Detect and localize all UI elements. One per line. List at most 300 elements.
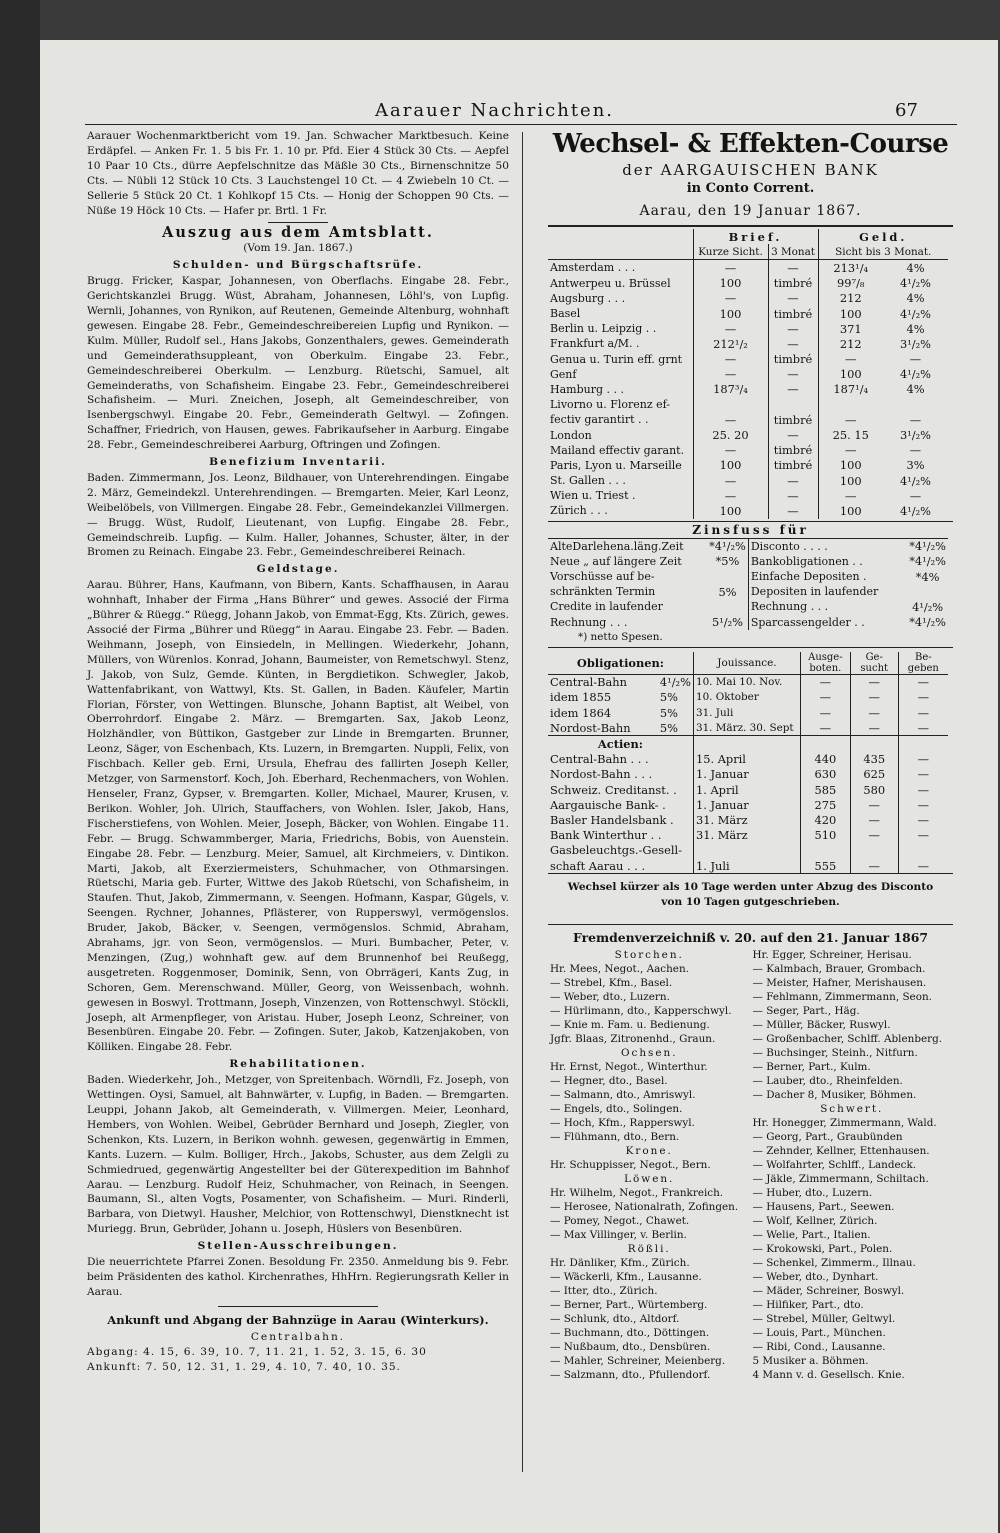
guest-entry: — Großenbacher, Schlff. Ablenberg.: [752, 1033, 943, 1046]
brief-kurze-sicht: —: [693, 352, 768, 367]
exchange-place: Hamburg . . .: [550, 382, 624, 396]
guest-entry: — Huber, dto., Luzern.: [752, 1187, 873, 1200]
exchange-place: Amsterdam . . .: [550, 261, 636, 275]
geld-percent: 3¹/₂%: [899, 428, 932, 443]
actien-row: [548, 782, 948, 797]
guest-entry: Hr. Schuppisser, Negot., Bern.: [550, 1159, 711, 1172]
exchange-row: [548, 443, 948, 458]
geld-percent: 4¹/₂%: [899, 367, 932, 382]
course-date: Aarau, den 19 Januar 1867.: [639, 203, 862, 219]
right-column: [548, 128, 953, 1382]
brief-kurze-sicht: —: [693, 473, 768, 488]
exchange-place: Paris, Lyon u. Marseille: [550, 458, 682, 472]
fremden-list: [548, 948, 953, 1382]
guest-entry: — Knie m. Fam. u. Bedienung.: [550, 1019, 710, 1032]
fremden-row: [751, 1298, 954, 1312]
geld-value: 100: [818, 473, 883, 488]
brief-3-monat: —: [768, 367, 818, 382]
geld-value: 213¹/₄: [818, 260, 883, 276]
stellen-heading: Stellen-Ausschreibungen.: [197, 1240, 399, 1253]
col-kurze-sicht: Kurze Sicht.: [693, 244, 768, 260]
geld-value: —: [818, 443, 883, 458]
actien-name: Basler Handelsbank .: [550, 812, 674, 827]
actien-jouissance: 31. März: [693, 828, 800, 843]
fremden-heading-row: [548, 1046, 751, 1060]
fremden-row: [751, 1214, 954, 1228]
actien-ausgeboten: 555: [800, 858, 850, 873]
brief-3-monat: —: [768, 488, 818, 503]
brief-3-monat: [768, 397, 818, 412]
actien-heading: Actien:: [597, 737, 644, 752]
actien-begeben: —: [898, 812, 948, 827]
exchange-place: London: [550, 428, 592, 442]
guest-entry: — Müller, Bäcker, Ruswyl.: [752, 1019, 891, 1032]
obligation-row: [548, 705, 948, 720]
rehab-heading: Rehabilitationen.: [229, 1058, 367, 1071]
guest-entry: — Wäckerli, Kfm., Lausanne.: [550, 1271, 702, 1284]
zins-label: Neue „ auf längere Zeit: [550, 554, 682, 568]
exchange-row: [548, 382, 948, 397]
fremden-row: [548, 1312, 751, 1326]
fremden-heading-row: [548, 1172, 751, 1186]
fremden-row: [548, 1060, 751, 1074]
zins-rate: 4¹/₂%: [912, 599, 944, 614]
exchange-row: [548, 367, 948, 382]
ankunft-times: 7. 50, 12. 31, 1. 29, 4. 10, 7. 40, 10. 35.: [145, 1360, 401, 1373]
obligation-row: [548, 720, 948, 736]
fremden-row: [548, 1186, 751, 1200]
geld-value: 100: [818, 503, 883, 518]
bahn-title: Ankunft und Abgang der Bahnzüge in Aarau (Winterkurs).: [107, 1312, 489, 1327]
header-rule: [85, 124, 957, 125]
actien-ausgeboten: 275: [800, 797, 850, 812]
obligation-jouissance: 10. Mai 10. Nov.: [693, 674, 800, 690]
actien-jouissance: [693, 843, 800, 858]
zins-row: [548, 554, 948, 569]
geld-value: —: [818, 488, 883, 503]
exchange-row: [548, 488, 948, 503]
fremden-row: [751, 1186, 954, 1200]
guest-entry: — Hürlimann, dto., Kapperschwyl.: [550, 1005, 732, 1018]
guest-entry: — Lauber, dto., Rheinfelden.: [752, 1075, 903, 1088]
fremden-row: [548, 1326, 751, 1340]
guest-entry: — Pomey, Negot., Chawet.: [550, 1215, 690, 1228]
brief-kurze-sicht: [693, 397, 768, 412]
obligation-ausgeboten: —: [800, 720, 850, 736]
exchange-row: [548, 276, 948, 291]
guest-entry: — Zehnder, Kellner, Ettenhausen.: [752, 1145, 930, 1158]
actien-name: Bank Winterthur . .: [550, 828, 662, 843]
fremden-row: [548, 1032, 751, 1046]
rule: [548, 647, 953, 648]
guest-entry: — Louis, Part., München.: [752, 1327, 886, 1340]
geld-percent: 4%: [906, 382, 925, 397]
guest-entry: — Kalmbach, Brauer, Grombach.: [752, 963, 926, 976]
fremden-row: [751, 1354, 954, 1368]
actien-row: [548, 828, 948, 843]
abgang-row: [87, 1345, 509, 1360]
geld-value: 99⁷/₈: [818, 276, 883, 291]
actien-ausgeboten: 510: [800, 828, 850, 843]
exchange-row: [548, 260, 948, 276]
obligation-jouissance: 10. Oktober: [693, 690, 800, 705]
guest-entry: — Buchmann, dto., Döttingen.: [550, 1327, 710, 1340]
guest-entry: — Weber, dto., Luzern.: [550, 991, 670, 1004]
market-report: Aarauer Wochenmarktbericht vom 19. Jan. Schwacher Marktbesuch. Keine Erdäpfel. — Anken Fr. 1. 5 bis Fr. 1. 10 pr. Pfd. Eier 4 Stück 30 Cts. — Aepfel 10 Paar 10 Cts., dürre Aepfelschnitze das Mäßle 30 Cts., Birnenschnitze 50 Cts. — Nübli 12 Stück 10 Cts. 3 Lauchstengel 10 Ct. — 4 Zwiebeln 10 Ct. — Sellerie 5 Stück 20 Ct. 1 Kohlkopf 15 Cts. — Honig der Schoppen 90 Cts. — Nüße 19 Höck 10 Cts. — Hafer pr. Brtl. 1 Fr.: [87, 130, 509, 217]
geld-percent: 4¹/₂%: [899, 473, 932, 488]
obligation-jouissance: 31. Juli: [693, 705, 800, 720]
geld-value: —: [818, 352, 883, 367]
fremden-row: [751, 1200, 954, 1214]
obligation-begeben: —: [898, 705, 948, 720]
zins-note: *) netto Spesen.: [578, 630, 663, 643]
geldstage-heading: Geldstage.: [256, 563, 340, 576]
brief-3-monat: —: [768, 427, 818, 442]
guest-entry: Hr. Egger, Schreiner, Herisau.: [752, 949, 912, 962]
course-title: Wechsel- & Effekten-Course: [552, 129, 949, 159]
exchange-table: [548, 229, 948, 519]
geld-value: 25. 15: [818, 427, 883, 442]
book-spine: [0, 0, 40, 1533]
fremden-row: [751, 1032, 954, 1046]
fremden-row: [548, 1102, 751, 1116]
actien-gesucht: 580: [850, 782, 898, 797]
geld-header: Geld.: [818, 229, 948, 244]
exchange-row: [548, 458, 948, 473]
geld-value: 100: [818, 306, 883, 321]
guest-entry: 5 Musiker a. Böhmen.: [752, 1355, 869, 1368]
zins-title: Zinsfuss für: [692, 522, 809, 537]
guest-entry: — Strebel, Müller, Geltwyl.: [752, 1313, 896, 1326]
exchange-place: St. Gallen . . .: [550, 474, 626, 488]
zins-rate: 5¹/₂%: [711, 615, 743, 630]
obligation-gesucht: —: [850, 690, 898, 705]
fremden-row: [548, 1018, 751, 1032]
exchange-place: Livorno u. Florenz ef-: [550, 398, 671, 412]
col-sicht-bis: Sicht bis 3 Monat.: [818, 244, 948, 260]
actien-name: Gasbeleuchtgs.-Gesell-: [550, 843, 682, 858]
col-begeben: Be-geben: [898, 652, 948, 675]
zins-row: [548, 584, 948, 599]
obligation-begeben: —: [898, 674, 948, 690]
rule: [548, 225, 953, 227]
guest-entry: Hr. Honegger, Zimmermann, Wald.: [752, 1117, 937, 1130]
zins-row: [548, 615, 948, 630]
fremden-row: [751, 1368, 954, 1382]
guest-entry: — Flühmann, dto., Bern.: [550, 1131, 680, 1144]
fremden-row: [548, 976, 751, 990]
guest-entry: — Georg, Part., Graubünden: [752, 1131, 903, 1144]
brief-kurze-sicht: —: [693, 260, 768, 276]
zins-table: [548, 538, 948, 630]
zins-label: Einfache Depositen .: [748, 569, 907, 584]
zins-rate: [907, 584, 948, 599]
exchange-row: [548, 306, 948, 321]
obligation-gesucht: —: [850, 705, 898, 720]
zins-rate: *4¹/₂%: [909, 539, 946, 554]
fremden-row: [548, 1158, 751, 1172]
guest-entry: — Engels, dto., Solingen.: [550, 1103, 683, 1116]
brief-kurze-sicht: —: [693, 443, 768, 458]
actien-begeben: —: [898, 752, 948, 767]
actien-begeben: —: [898, 828, 948, 843]
zins-label: Credite in laufender: [550, 600, 663, 614]
fremden-row: [751, 1046, 954, 1060]
rule: [548, 873, 953, 874]
exchange-place: Mailand effectiv garant.: [550, 443, 685, 457]
obligation-jouissance: 31. März. 30. Sept: [693, 720, 800, 736]
obligation-name: idem 1864: [550, 705, 612, 720]
brief-3-monat: timbré: [768, 443, 818, 458]
actien-jouissance: 1. April: [693, 782, 800, 797]
actien-gesucht: —: [850, 828, 898, 843]
brief-kurze-sicht: 100: [693, 306, 768, 321]
fremden-row: [548, 1340, 751, 1354]
benefizium-text: Baden. Zimmermann, Jos. Leonz, Bildhauer, von Unterehrendingen. Eingabe 2. März, Gemeindekzl. Unterehrendingen. — Bremgarten. Meier, Karl Leonz, Weibelöbels, von Villmergen. Eingabe 28. Febr., Gemeindekanzlei Villmergen. — Brugg. Wüst, Rudolf, Lieutenant, von Lupfig. Eingabe 28. Febr., Gemeindschreib. Lupfig. — Kulm. Haller, Johannes, Schuster, älter, in der Bromen zu Reinach. Eingabe 23. Febr., Gemeindeschreiberei Reinach.: [87, 471, 509, 559]
obligation-ausgeboten: —: [800, 690, 850, 705]
obligation-rate: 5%: [659, 705, 678, 720]
actien-name: schaft Aarau . . .: [550, 858, 646, 873]
geld-value: 371: [818, 321, 883, 336]
geld-value: 187¹/₄: [818, 382, 883, 397]
exchange-row: [548, 291, 948, 306]
fremden-row: [548, 962, 751, 976]
obligation-gesucht: —: [850, 720, 898, 736]
brief-3-monat: —: [768, 321, 818, 336]
fremden-row: [751, 1228, 954, 1242]
brief-3-monat: —: [768, 473, 818, 488]
geld-value: 100: [818, 458, 883, 473]
guest-entry: Hr. Ernst, Negot., Winterthur.: [550, 1061, 708, 1074]
fremden-row: [548, 1074, 751, 1088]
fremden-row: [548, 1298, 751, 1312]
geld-percent: 4¹/₂%: [899, 276, 932, 291]
exchange-row: [548, 427, 948, 442]
brief-3-monat: —: [768, 336, 818, 351]
guest-entry: Hr. Dänliker, Kfm., Zürich.: [550, 1257, 690, 1270]
geld-percent: 4%: [906, 291, 925, 306]
fremden-row: [548, 1368, 751, 1382]
brief-kurze-sicht: 100: [693, 276, 768, 291]
brief-kurze-sicht: 212¹/₂: [693, 336, 768, 351]
actien-begeben: —: [898, 797, 948, 812]
hotel-name: Löwen.: [624, 1173, 675, 1186]
guest-entry: — Max Villinger, v. Berlin.: [550, 1229, 687, 1242]
exchange-place: Antwerpeu u. Brüssel: [550, 276, 671, 290]
exchange-place: Basel: [550, 307, 581, 321]
left-column: [87, 129, 509, 1374]
exchange-row: [548, 336, 948, 351]
actien-jouissance: 1. Juli: [693, 858, 800, 873]
guest-entry: — Wolf, Kellner, Zürich.: [752, 1215, 878, 1228]
brief-kurze-sicht: 100: [693, 458, 768, 473]
guest-entry: — Welie, Part., Italien.: [752, 1229, 871, 1242]
actien-begeben: —: [898, 767, 948, 782]
bahn-subtitle: Centralbahn.: [250, 1330, 346, 1343]
exchange-place: Augsburg . . .: [550, 291, 626, 305]
actien-begeben: [898, 843, 948, 858]
col-ausgeboten: Ausge-boten.: [800, 652, 850, 675]
col-jouissance: Jouissance.: [693, 652, 800, 675]
brief-3-monat: timbré: [768, 306, 818, 321]
fremden-row: [548, 1228, 751, 1242]
rehab-text: Baden. Wiederkehr, Joh., Metzger, von Spreitenbach. Wörndli, Fz. Joseph, von Wettingen. Oysi, Samuel, alt Bahnwärter, v. Lupfig, in Baden. — Bremgarten. Leuppi, Johann Jakob, alt Gemeinderath, v. Villmergen. Meier, Leonhard, Hembers, von Wohlen. Weibel, Gebrüder Bernhard und Joseph, Ziegler, von Schenkon, Kts. Luzern, in Berikon wohnh. gewesen, gegenwärtig in Emmen, Kants. Luzern. — Kulm. Bolliger, Hrch., Jakobs, Schuster, aus dem Zelgli zu Schmiedrued, gegenwärtig Angestellter bei der Güterexpedition im Bahnhof Aarau. — Lenzburg. Rudolf Heiz, Schuhmacher, von Reinach, in Seengen. Baumann, Sl., alten Vogts, Posamenter, von Schafisheim. — Muri. Rinderli, Barbara, von Dietwyl. Hausher, Melchior, von Rottenschwyl, Dienstknecht ist Muriegg. Brun, Gebrüder, Johann u. Joseph, Hüslers von Besenbüren.: [87, 1074, 509, 1236]
geld-percent: —: [909, 443, 922, 458]
guest-entry: Hr. Wilhelm, Negot., Frankreich.: [550, 1187, 724, 1200]
exchange-row: [548, 397, 948, 412]
wechsel-note: Wechsel kürzer als 10 Tage werden unter Abzug des Disconto von 10 Tagen gutgeschrieben.: [567, 881, 934, 909]
zins-label: Rechnung . . .: [550, 615, 628, 629]
exchange-place: Frankfurt a/M. .: [550, 337, 640, 351]
exchange-place: Genua u. Turin eff. grnt: [550, 352, 683, 366]
fremden-row: [751, 1326, 954, 1340]
brief-kurze-sicht: 100: [693, 503, 768, 518]
geld-percent: 4¹/₂%: [899, 503, 932, 518]
zins-rate: *5%: [715, 554, 740, 569]
brief-3-monat: —: [768, 260, 818, 276]
exchange-place: Zürich . . .: [550, 504, 608, 518]
exchange-row: [548, 352, 948, 367]
guest-entry: — Dacher 8, Musiker, Böhmen.: [752, 1089, 917, 1102]
col-gesucht: Ge-sucht: [850, 652, 898, 675]
geld-percent: —: [909, 488, 922, 503]
fremden-row: [751, 1130, 954, 1144]
geld-percent: 3¹/₂%: [899, 336, 932, 351]
guest-entry: — Jäkle, Zimmermann, Schiltach.: [752, 1173, 929, 1186]
geld-value: 100: [818, 367, 883, 382]
brief-kurze-sicht: 25. 20: [693, 427, 768, 442]
fremden-row: [751, 1144, 954, 1158]
geld-percent: 3%: [906, 458, 925, 473]
actien-gesucht: 435: [850, 752, 898, 767]
fremden-heading-row: [751, 1102, 954, 1116]
fremden-row: [751, 1312, 954, 1326]
obligation-row: [548, 690, 948, 705]
geld-value: 212: [818, 336, 883, 351]
zins-rate: *4¹/₂%: [909, 554, 946, 569]
actien-row: [548, 752, 948, 767]
guest-entry: — Nußbaum, dto., Densbüren.: [550, 1341, 711, 1354]
obligation-begeben: —: [898, 690, 948, 705]
zins-rate: [707, 569, 748, 584]
actien-row: [548, 767, 948, 782]
hotel-name: Rößli.: [627, 1243, 671, 1256]
guest-entry: Hr. Mees, Negot., Aachen.: [550, 963, 689, 976]
course-subtitle: der AARGAUISCHEN BANK: [622, 161, 879, 179]
fremden-row: [751, 1004, 954, 1018]
divider: [218, 1306, 378, 1307]
actien-ausgeboten: 420: [800, 812, 850, 827]
geld-percent: 4%: [906, 321, 925, 336]
actien-name: Aargauische Bank- .: [550, 797, 666, 812]
zins-row: [548, 538, 948, 554]
exchange-row: [548, 412, 948, 427]
actien-row: [548, 812, 948, 827]
brief-kurze-sicht: 187³/₄: [693, 382, 768, 397]
brief-3-monat: timbré: [768, 458, 818, 473]
fremden-row: [548, 1354, 751, 1368]
actien-begeben: —: [898, 782, 948, 797]
guest-entry: — Seger, Part., Häg.: [752, 1005, 860, 1018]
guest-entry: — Krokowski, Part., Polen.: [752, 1243, 893, 1256]
fremden-row: [751, 1256, 954, 1270]
actien-row: [548, 843, 948, 858]
geld-percent: 4¹/₂%: [899, 306, 932, 321]
fremden-row: [751, 990, 954, 1004]
course-subtitle2: in Conto Corrent.: [686, 181, 815, 196]
fremden-row: [751, 1060, 954, 1074]
guest-entry: — Fehlmann, Zimmermann, Seon.: [752, 991, 932, 1004]
geldstage-text: Aarau. Bührer, Hans, Kaufmann, von Bibern, Kants. Schaffhausen, in Aarau wohnhaft, Inhaber der Firma „Hans Bührer“ und gewes. Associé der Firma „Bührer & Rüegg.“ Rüegg, Johann Jakob, von Emmat-Egg, Kts. Zürich, gewes. Associé der Firma „Bührer und Rüegg“ in Aarau. Eingabe 23. Febr. — Baden. Weihmann, Joseph, von Einsiedeln, in Mellingen. Wiederkehr, Johann, Müllers, von Würenlos. Konrad, Johann, Baumeister, von Remetschwyl. Stenz, J. Jakob, von Sulz, Gemde. Künten, in Bergdietikon. Schwegler, Jakob, Wattenfabrikant, von Wattwyl, Kts. St. Gallen, in Baden. Käufeler, Martin Florian, Förster, von Wettingen. Blunsche, Johann Baptist, alt Weibel, von Oberrohrdorf. Eingabe 2. März. — Bremgarten. Sax, Jakob Leonz, Holzhändler, von Büttikon, Gastgeber zur Linde in Bremgarten. Brunner, Leonz, Säger, von Eschenbach, Kts. Luzern, in Bremgarten. Nuppli, Felix, von Fischbach. Keller geb. Erni, Ursula, Ehefrau des fallirten Joseph Keller, Metzger, von Sarmenstorf. Koch, Joh. Eberhard, Rechenmachers, von Wohlen. Henseler, Franz, Gypser, v. Bremgarten. Koller, Michael, Maurer, Krusen, v. Berikon. Wohler, Joh. Ulrich, Stauffachers, von Wohlen. Isler, Jakob, Hans, Fischerstiefens, von Wohlen. Meier, Joseph, Bäcker, von Wohlen. Eingabe 11. Febr. — Brugg. Schwammberger, Maria, Friedrichs, Bobis, von Auenstein. Eingabe 28. Febr. — Lenzburg. Meier, Samuel, alt Kirchmeiers, v. Dintikon. Marti, Jakob, alt Exerziermeisters, Schuhmacher, von Othmarsingen. Rüetschi, Maria geb. Furter, Wittwe des Jakob Rüetschi, von Schafisheim, in Staufen. Thut, Jakob, Zimmermann, v. Seengen. Hofmann, Kaspar, Gügels, v. Seengen. Rychner, Johannes, Pflästerer, von Rupperswyl, vermögenslos. Bruder, Jakob, Bäcker, v. Seengen, vermögenslos. Schmid, Abraham, Abrahams, jgr. von Seon, vermögenslos. — Muri. Bumbacher, Peter, v. Menzingen, (Zug,) wohnhaft gew. auf dem Brunnenhof bei Reußegg, ausgetreten. Roggenmoser, Dominik, Senn, von Obrrägeri, Kants Zug, in Schoren, Gem. Merenschwand. Müller, Georg, von Weissenbach, wohnh. gewesen in Boswyl. Trottmann, Joseph, Vinzenzen, von Rottenschwyl. Stöckli, Joseph, alt Armenpfleger, von Aristau. Huber, Joseph Leonz, Schreiner, von Besenbüren. Eingabe 20. Febr. — Zofingen. Suter, Jakob, Katzenjakoben, von Kölliken. Eingabe 28. Febr.: [87, 579, 509, 1054]
guest-entry: — Herosee, Nationalrath, Zofingen.: [550, 1201, 739, 1214]
actien-gesucht: —: [850, 812, 898, 827]
fremden-row: [751, 1242, 954, 1256]
actien-ausgeboten: 630: [800, 767, 850, 782]
geld-percent: —: [909, 412, 922, 427]
schulden-heading: Schulden- und Bürgschaftsrüfe.: [172, 259, 424, 272]
actien-ausgeboten: 440: [800, 752, 850, 767]
fremden-title: Fremdenverzeichniß v. 20. auf den 21. Januar 1867: [572, 930, 929, 946]
brief-3-monat: —: [768, 382, 818, 397]
fremden-row: [751, 1088, 954, 1102]
page-header-title: Aarauer Nachrichten.: [375, 100, 615, 121]
guest-entry: — Berner, Part., Würtemberg.: [550, 1299, 708, 1312]
fremden-row: [548, 1284, 751, 1298]
fremden-heading-row: [548, 948, 751, 962]
geld-value: 212: [818, 291, 883, 306]
guest-entry: — Mahler, Schreiner, Meienberg.: [550, 1355, 726, 1368]
zins-rate: *4%: [915, 569, 940, 584]
abgang-label: Abgang:: [87, 1345, 139, 1358]
guest-entry: — Salmann, dto., Amriswyl.: [550, 1089, 696, 1102]
actien-jouissance: 1. Januar: [693, 767, 800, 782]
fremden-heading-row: [548, 1144, 751, 1158]
hotel-name: Storchen.: [614, 949, 684, 962]
brief-3-monat: —: [768, 291, 818, 306]
guest-entry: — Schenkel, Zimmerm., Illnau.: [752, 1257, 916, 1270]
fremden-row: [751, 962, 954, 976]
fremden-row: [751, 976, 954, 990]
guest-entry: Jgfr. Blaas, Zitronenhd., Graun.: [550, 1033, 716, 1046]
obligation-rate: 4¹/₂%: [659, 675, 691, 690]
fremden-row: [548, 1088, 751, 1102]
guest-entry: — Ribi, Cond., Lausanne.: [752, 1341, 886, 1354]
guest-entry: — Itter, dto., Zürich.: [550, 1285, 658, 1298]
obligation-gesucht: —: [850, 674, 898, 690]
actien-ausgeboten: [800, 843, 850, 858]
exchange-row: [548, 473, 948, 488]
zins-row: [548, 599, 948, 614]
hotel-name: Ochsen.: [620, 1047, 678, 1060]
zins-rate: 5%: [718, 584, 737, 599]
zins-label: AlteDarlehena.läng.Zeit: [550, 539, 684, 553]
zins-row: [548, 569, 948, 584]
fremden-right: [751, 948, 954, 1382]
zins-rate: [707, 599, 748, 614]
fremden-row: [548, 1130, 751, 1144]
guest-entry: — Mäder, Schreiner, Boswyl.: [752, 1285, 905, 1298]
brief-kurze-sicht: —: [693, 488, 768, 503]
actien-gesucht: —: [850, 797, 898, 812]
fremden-left: [548, 948, 751, 1382]
zins-label: Depositen in laufender: [748, 584, 907, 599]
fremden-row: [751, 1270, 954, 1284]
obligation-name: Central-Bahn: [550, 675, 627, 690]
guest-entry: 4 Mann v. d. Gesellsch. Knie.: [752, 1369, 905, 1382]
actien-jouissance: 15. April: [693, 752, 800, 767]
fremden-row: [751, 1340, 954, 1354]
guest-entry: — Weber, dto., Dynhart.: [752, 1271, 879, 1284]
